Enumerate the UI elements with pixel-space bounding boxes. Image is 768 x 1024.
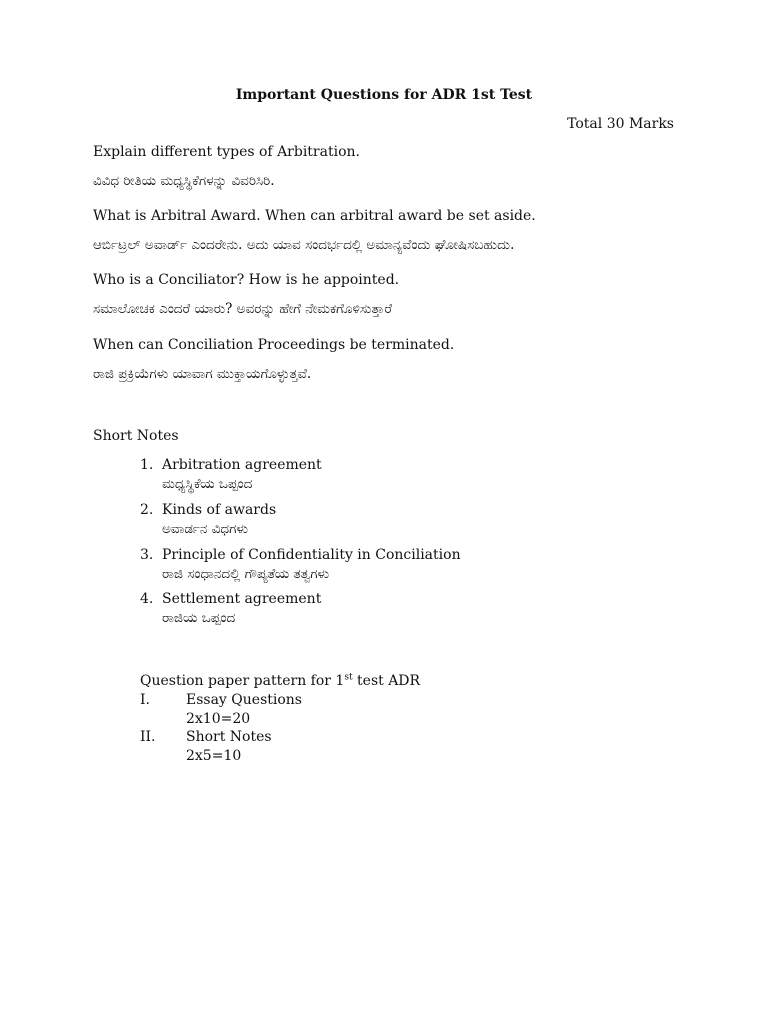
- list-item-kannada: ರಾಜಿ ಸಂಧಾನದಲ್ಲಿ ಗೌಪ್ಯತೆಯ ತತ್ವಗಳು: [162, 566, 330, 582]
- list-item-english: Kinds of awards: [162, 502, 277, 518]
- list-item-kannada: ಮಧ್ಯಸ್ಥಿಕೆಯ ಒಪ್ಪಂದ: [162, 476, 253, 492]
- question-1-kannada: ವಿವಿಧ ರೀತಿಯ ಮಧ್ಯಸ್ಥಿಕೆಗಳನ್ನು ವಿವರಿಸಿರಿ.: [93, 173, 275, 189]
- list-item-number: 4.: [140, 591, 154, 607]
- list-item-english: Settlement agreement: [162, 591, 322, 607]
- question-3-english: Who is a Conciliator? How is he appointed.: [93, 272, 400, 288]
- pattern-row-label: Essay Questions: [186, 692, 302, 708]
- list-item-english: Arbitration agreement: [162, 457, 322, 473]
- question-2-english: What is Arbitral Award. When can arbitral award be set aside.: [93, 208, 536, 224]
- question-3-kannada: ಸಮಾಲೋಚಕ ಎಂದರೆ ಯಾರು? ಅವರನ್ನು ಹೇಗೆ ನೇಮಕಗೊಳಿಸುತ್ತಾರೆ: [93, 301, 393, 317]
- pattern-row-label: Short Notes: [186, 729, 272, 745]
- pattern-title-pre: Question paper pattern for 1: [140, 673, 345, 689]
- question-4-kannada: ರಾಜಿ ಪ್ರಕ್ರಿಯೆಗಳು ಯಾವಾಗ ಮುಕ್ತಾಯಗೊಳ್ಳುತ್ತವೆ.: [93, 366, 312, 382]
- list-item-number: 2.: [140, 502, 154, 518]
- question-2-kannada: ಆರ್ಬಿಟ್ರಲ್ ಅವಾರ್ಡ್ ಎಂದರೇನು. ಅದು ಯಾವ ಸಂದರ್ಭದಲ್ಲಿ ಅಮಾನ್ಯವೆಂದು ಘೋಷಿಸಬಹುದು.: [93, 237, 515, 253]
- pattern-row-value-text: 2x5=10: [186, 748, 242, 764]
- pattern-title-sup: st: [344, 672, 353, 683]
- list-item-kannada: ಅವಾರ್ಡನ ವಿಧಗಳು: [162, 521, 249, 537]
- pattern-title-post: test ADR: [352, 673, 421, 689]
- question-1-english: Explain different types of Arbitration.: [93, 144, 360, 160]
- document-title: Important Questions for ADR 1st Test: [235, 87, 533, 103]
- pattern-row-number: II.: [140, 729, 156, 745]
- total-marks: Total 30 Marks: [567, 116, 674, 132]
- list-item-english: Principle of Confidentiality in Conciliation: [162, 547, 461, 563]
- list-item-kannada: ರಾಜಿಯ ಒಪ್ಪಂದ: [162, 610, 236, 626]
- pattern-row-number: I.: [140, 692, 150, 708]
- short-notes-heading: Short Notes: [93, 428, 179, 444]
- question-4-english: When can Conciliation Proceedings be terminated.: [93, 337, 455, 353]
- list-item-number: 1.: [140, 457, 154, 473]
- pattern-row-value-text: 2x10=20: [186, 711, 251, 727]
- pattern-title: [140, 673, 420, 689]
- list-item-number: 3.: [140, 547, 154, 563]
